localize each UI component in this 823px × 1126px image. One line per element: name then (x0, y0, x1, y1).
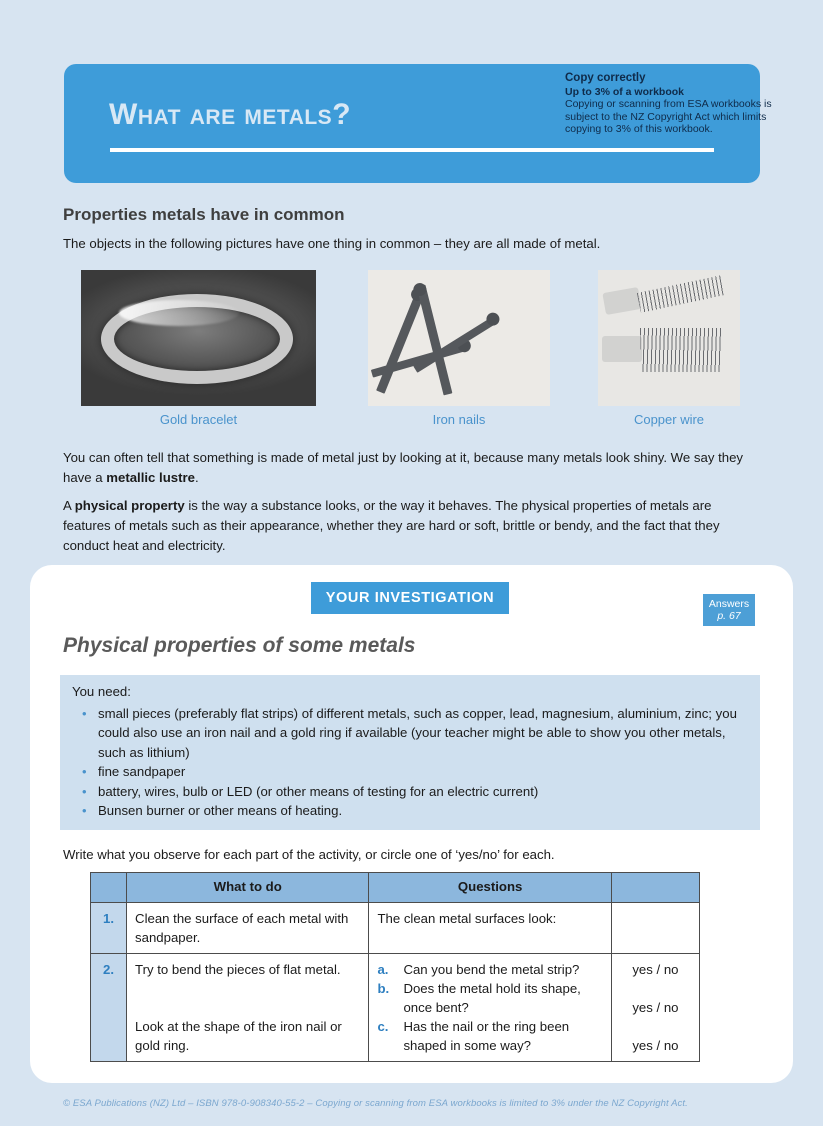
column-header-answers (611, 873, 699, 903)
gold-bracelet-photo (81, 270, 316, 406)
question-text: Has the nail or the ring been shaped in some way? (403, 1019, 570, 1053)
question-label: c. (377, 1019, 389, 1034)
table-header-row (91, 873, 700, 903)
material-text: fine sandpaper (98, 764, 186, 779)
yes-no-option[interactable]: yes / no (632, 1038, 679, 1053)
figure-caption: Iron nails (432, 412, 486, 427)
row-questions (369, 903, 611, 954)
bullet-icon: • (82, 803, 87, 818)
list-item (377, 979, 602, 1017)
task-text: Clean the surface of each metal with sandpaper. (135, 911, 349, 945)
property-text-1: A (63, 498, 75, 513)
figure-row (63, 270, 763, 430)
question-label: b. (377, 981, 390, 996)
row-answer-cell[interactable] (611, 954, 699, 1062)
header-divider (110, 148, 714, 152)
question-list (377, 960, 602, 1055)
row-answer-cell[interactable] (611, 903, 699, 954)
row-questions (369, 954, 611, 1062)
section-intro-text: The objects in the following pictures have one thing in common – they are all made of metal. (63, 236, 601, 251)
question-text: Does the metal hold its shape, once bent? (403, 981, 581, 1015)
figure-caption: Copper wire (633, 412, 705, 427)
lustre-bold-term: metallic lustre (106, 470, 195, 485)
answers-badge-page: p. 67 (717, 610, 741, 622)
you-need-box (60, 675, 760, 830)
answer-spacer (620, 979, 691, 998)
materials-list (60, 704, 760, 821)
column-header-questions: Questions (369, 873, 611, 903)
list-item (60, 704, 760, 763)
column-header-number (91, 873, 127, 903)
figure-gold-bracelet (81, 270, 316, 427)
property-bold-term: physical property (74, 498, 185, 513)
answers-badge[interactable] (703, 594, 755, 626)
list-item (377, 909, 602, 928)
investigation-title: Physical properties of some metals (63, 634, 416, 657)
property-text-2: is the way a substance looks, or the way it behaves. The physical properties of metals are features of metals such as their appearance, whether they are hard or soft, brittle or bendy, and the fact that they conduct heat and electricity. (63, 498, 720, 553)
figure-iron-nails (368, 270, 550, 427)
task-text: Look at the shape of the iron nail or gold ring. (135, 1019, 342, 1053)
task-spacer (135, 979, 360, 998)
task-text: Try to bend the pieces of flat metal. (135, 962, 341, 977)
figure-copper-wire (598, 270, 740, 427)
your-investigation-banner: YOUR INVESTIGATION (311, 582, 509, 614)
list-item (377, 1017, 602, 1055)
copy-notice-body: Copying or scanning from ESA workbooks is subject to the NZ Copyright Act which limits copying to 3% of this workbook. (565, 98, 772, 136)
you-need-heading: You need: (72, 684, 131, 699)
list-item (377, 960, 602, 979)
question-text: The clean metal surfaces look: (377, 911, 557, 926)
page-title: What are metals? (109, 98, 352, 131)
list-item (60, 801, 760, 821)
list-item (60, 762, 760, 782)
paragraph-metallic-lustre (63, 448, 760, 488)
instruction-text: Write what you observe for each part of the activity, or circle one of ‘yes/no’ for each. (63, 847, 555, 862)
page-footer: © ESA Publications (NZ) Ltd – ISBN 978-0-908340-55-2 – Copying or scanning from ESA workbooks is limited to 3% under the NZ Copyright Act. (63, 1098, 688, 1109)
yes-no-option[interactable]: yes / no (632, 1000, 679, 1015)
section-heading: Properties metals have in common (63, 205, 345, 224)
copper-wire-photo (598, 270, 740, 406)
task-spacer (135, 998, 360, 1017)
material-text: battery, wires, bulb or LED (or other means of testing for an electric current) (98, 783, 539, 799)
observation-table (90, 872, 700, 1062)
column-header-what-to-do: What to do (127, 873, 369, 903)
row-what-to-do (127, 954, 369, 1062)
lustre-text-1: You can often tell that something is made of metal just by looking at it, because many metals look shiny. We say they have a (63, 450, 744, 485)
bullet-icon: • (82, 705, 87, 721)
row-number: 2. (91, 954, 127, 1062)
yes-no-option[interactable]: yes / no (632, 962, 679, 977)
row-what-to-do (127, 903, 369, 954)
paragraph-physical-property (63, 496, 760, 556)
question-list (377, 909, 602, 928)
page-header-banner (64, 64, 772, 183)
copy-notice-heading: Copy correctly (565, 72, 646, 84)
lustre-text-2: . (194, 470, 199, 485)
bullet-icon: • (82, 764, 87, 779)
copy-correctly-notice (565, 72, 780, 136)
material-text: Bunsen burner or other means of heating. (98, 803, 343, 818)
answers-badge-label: Answers (708, 598, 750, 610)
table-row (91, 954, 700, 1062)
copy-notice-subheading: Up to 3% of a workbook (565, 85, 685, 98)
question-label: a. (377, 962, 389, 977)
table-row (91, 903, 700, 954)
figure-caption: Gold bracelet (159, 412, 238, 427)
answer-spacer (620, 1017, 691, 1036)
iron-nails-photo (368, 270, 550, 406)
row-number: 1. (91, 903, 127, 954)
bullet-icon: • (82, 783, 87, 799)
material-text: small pieces (preferably flat strips) of different metals, such as copper, lead, magnesium, aluminium, zinc; you could also use an iron nail and a gold ring if available (your teacher might be able to show you other metals, such as lithium) (98, 705, 737, 760)
question-text: Can you bend the metal strip? (403, 962, 580, 977)
list-item (60, 782, 760, 802)
